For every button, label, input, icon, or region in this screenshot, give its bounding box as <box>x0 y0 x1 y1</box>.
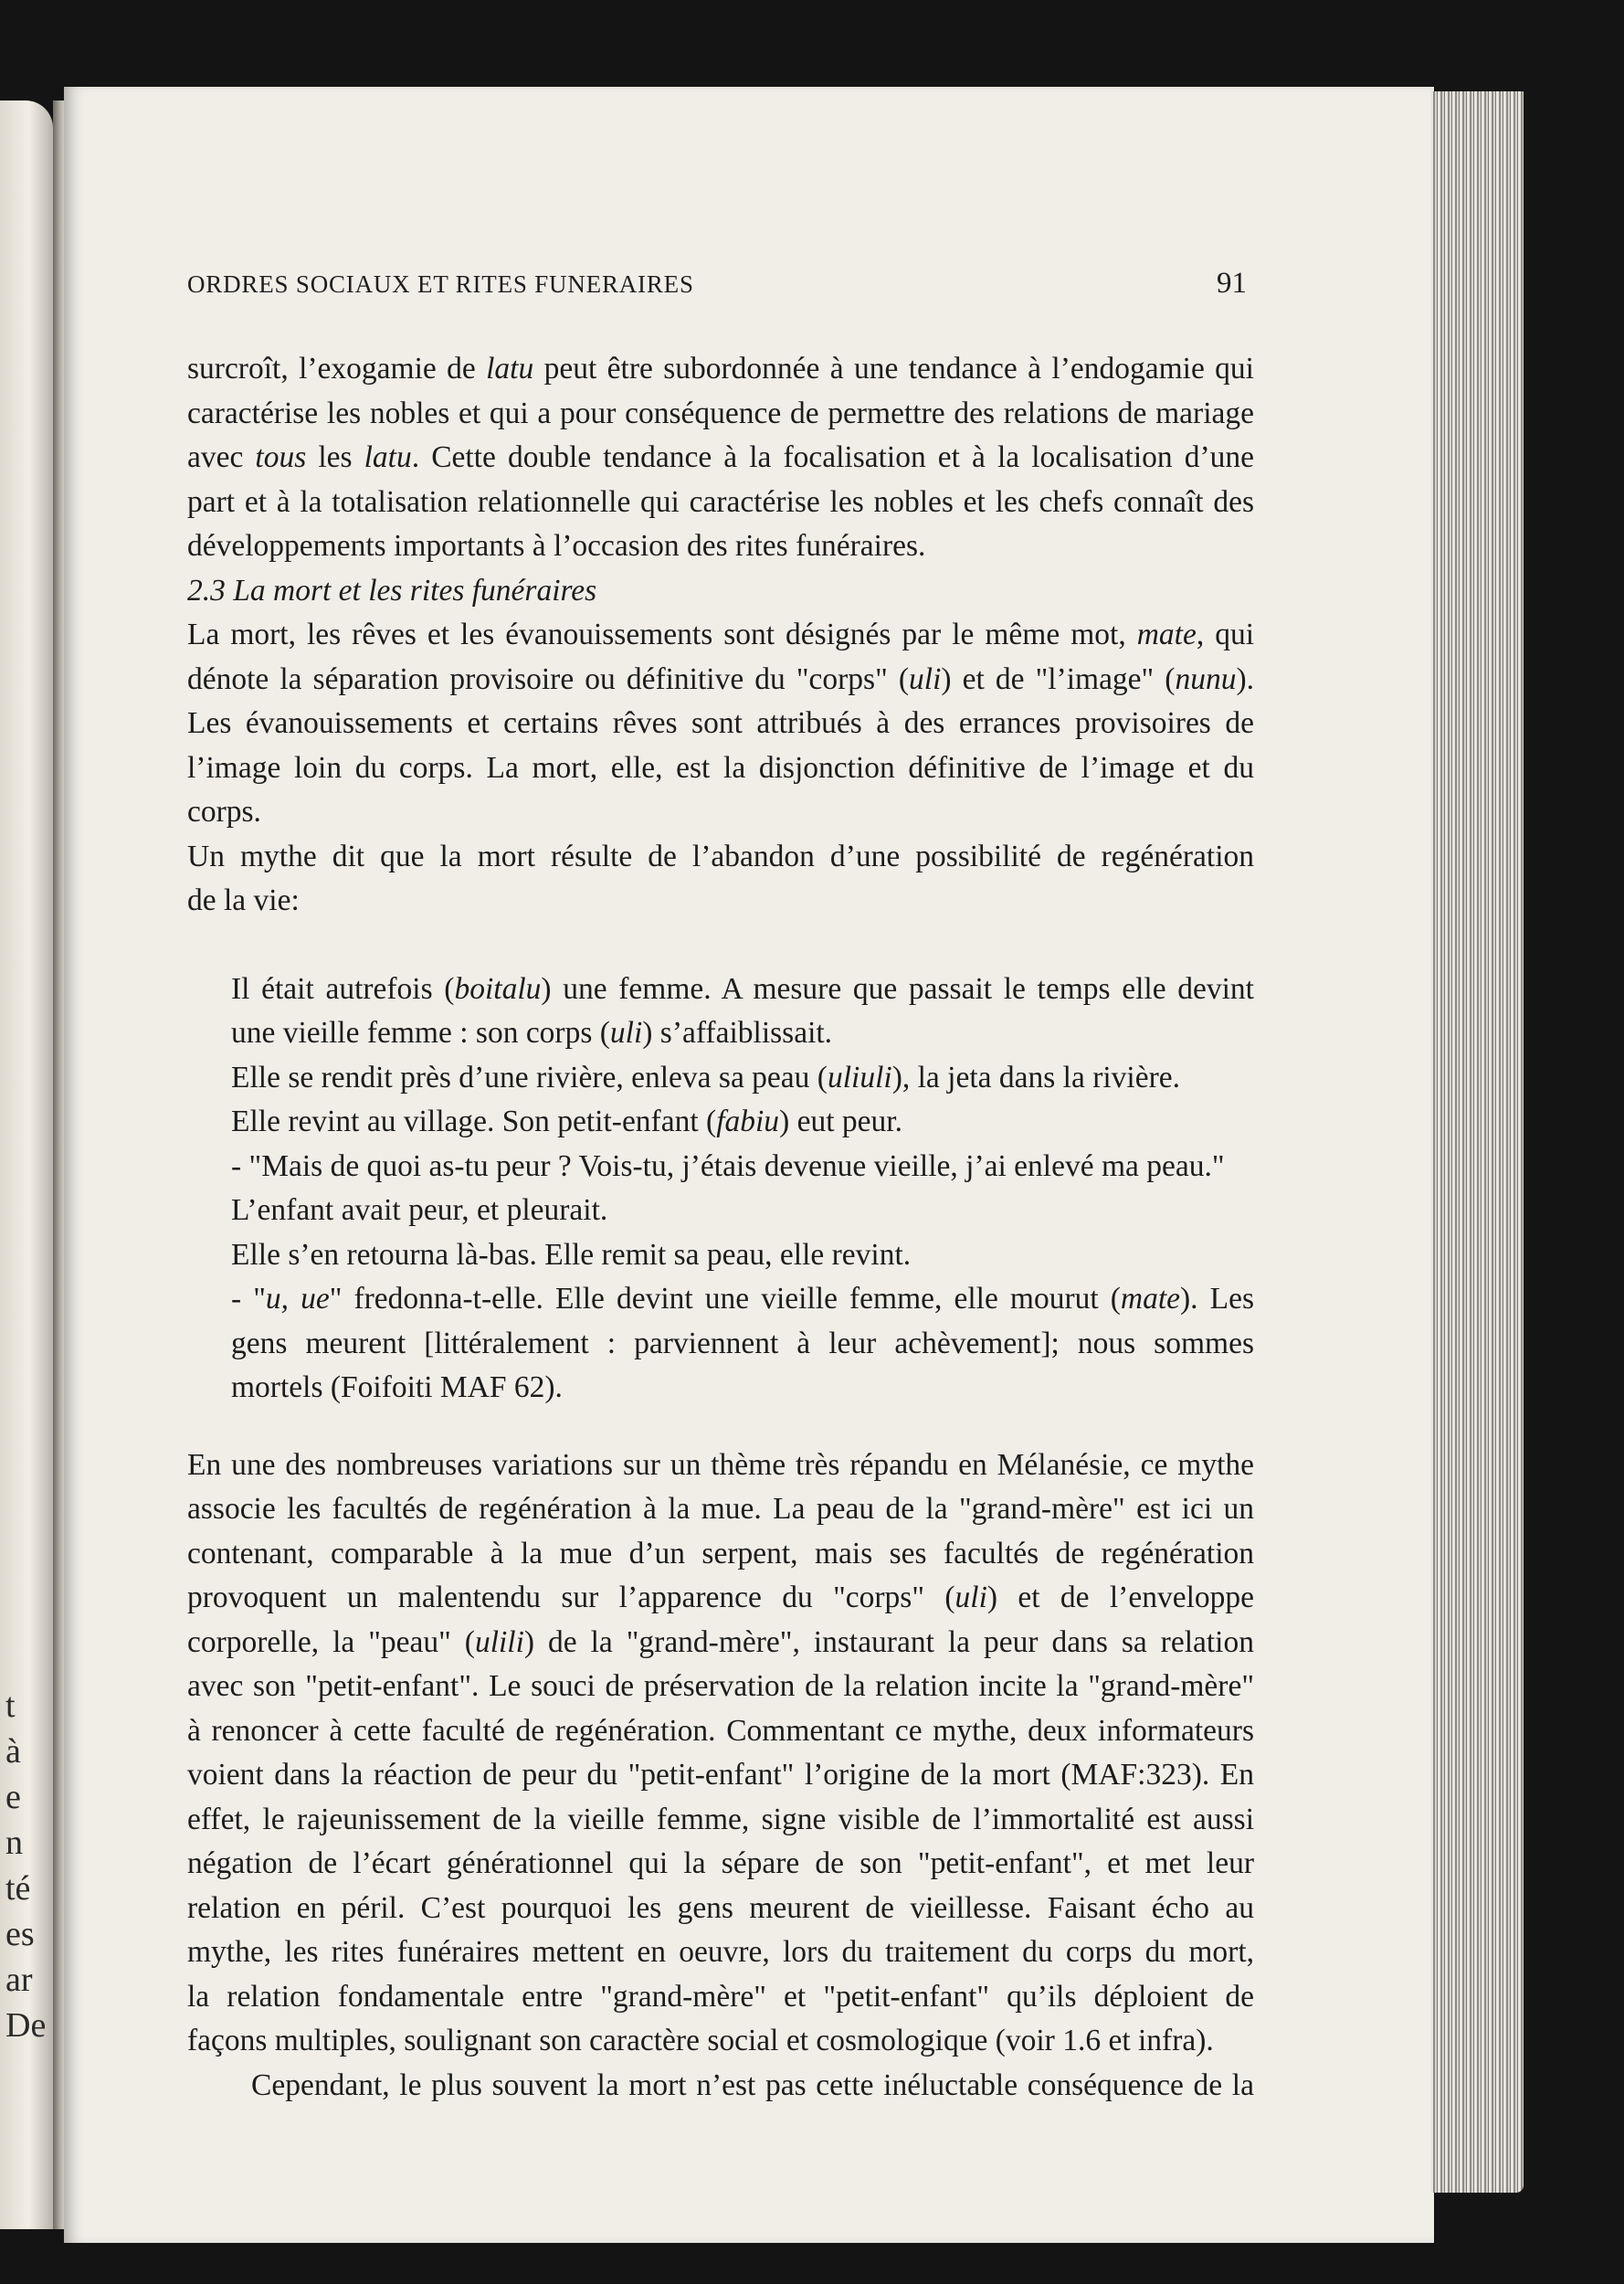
text-line: développements importants à l’occasion des rites funéraires. <box>187 529 926 563</box>
text-line: avec tous les latu. Cette double tendance à la focalisation et à la localisation d’une <box>187 440 1254 474</box>
facing-page-fragment: De <box>5 2006 47 2045</box>
quote-line: une vieille femme : son corps (uli) s’affaiblissait. <box>231 1016 833 1050</box>
quote-line: mortels (Foifoiti MAF 62). <box>231 1370 563 1404</box>
facing-page-fragment: e <box>5 1778 21 1816</box>
text-line: Les évanouissements et certains rêves sont attribués à des errances provisoires de <box>187 706 1254 740</box>
text-line: La mort, les rêves et les évanouissements sont désignés par le même mot, mate, qui <box>187 618 1255 651</box>
text-line: dénote la séparation provisoire ou définitive du "corps" (uli) et de "l’image" (nunu). <box>187 661 1254 696</box>
text-line: l’image loin du corps. La mort, elle, est la disjonction définitive de l’image et du <box>187 750 1254 785</box>
text-line: voient dans la réaction de peur du "petit-enfant" l’origine de la mort (MAF:323). En <box>187 1758 1254 1792</box>
text-line: effet, le rajeunissement de la vieille femme, signe visible de l’immortalité est aussi <box>187 1802 1254 1836</box>
quote-line: - "u, ue" fredonna-t-elle. Elle devint une vieille femme, elle mourut (mate). Les <box>231 1282 1254 1316</box>
text-line: contenant, comparable à la mue d’un serpent, mais ses facultés de regénération <box>187 1536 1254 1570</box>
text-line: négation de l’écart générationnel qui la sépare de son "petit-enfant", et met leur <box>187 1846 1254 1880</box>
running-title: ORDRES SOCIAUX ET RITES FUNERAIRES <box>187 270 694 298</box>
text-line: à renoncer à cette faculté de regénération. Commentant ce mythe, deux informateurs <box>187 1713 1254 1748</box>
text-line: corps. <box>187 795 261 829</box>
facing-page-fragment: es <box>5 1915 35 1953</box>
quote-line: - "Mais de quoi as-tu peur ? Vois-tu, j’étais devenue vieille, j’ai enlevé ma peau." <box>231 1148 1225 1183</box>
text-line: avec son "petit-enfant". Le souci de préservation de la relation incite la "grand-mère" <box>187 1669 1254 1703</box>
section-heading: 2.3 La mort et les rites funéraires <box>187 573 597 608</box>
text-line: En une des nombreuses variations sur un thème très répandu en Mélanésie, ce mythe <box>187 1447 1254 1482</box>
page-number: 91 <box>1217 267 1247 300</box>
quote-line: gens meurent [littéralement : parviennent à leur achèvement]; nous sommes <box>231 1326 1254 1360</box>
quote-line: Elle revint au village. Son petit-enfant (fabiu) eut peur. <box>231 1105 902 1138</box>
text-line: Un mythe dit que la mort résulte de l’abandon d’une possibilité de regénération <box>187 839 1254 873</box>
text-line: la relation fondamentale entre "grand-mère" et "petit-enfant" qu’ils déploient de <box>187 1979 1254 2014</box>
running-header <box>187 267 1247 301</box>
text-line: corporelle, la "peau" (ulili) de la "grand-mère", instaurant la peur dans sa relation <box>187 1624 1254 1659</box>
page-edges <box>1430 91 1524 2193</box>
text-line: provoquent un malentendu sur l’apparence du "corps" (uli) et de l’enveloppe <box>187 1581 1255 1614</box>
paragraph-5 <box>187 2064 1254 2109</box>
body-text <box>187 347 1254 2108</box>
paragraph-2 <box>187 613 1254 835</box>
facing-page-fragment: té <box>5 1869 31 1908</box>
quote-line: Elle se rendit près d’une rivière, enleva sa peau (uliuli), la jeta dans la rivière. <box>231 1060 1181 1094</box>
text-line: associe les facultés de regénération à la mue. La peau de la "grand-mère" est ici un <box>187 1492 1254 1526</box>
paragraph-4 <box>187 1443 1254 2064</box>
quote-line: Il était autrefois (boitalu) une femme. A mesure que passait le temps elle devint <box>231 971 1254 1006</box>
myth-quotation <box>187 968 1254 1411</box>
text-line: relation en péril. C’est pourquoi les gens meurent de vieillesse. Faisant écho au <box>187 1890 1254 1925</box>
text-line: caractérise les nobles et qui a pour conséquence de permettre des relations de mariage <box>187 396 1254 430</box>
facing-page-edge <box>0 100 53 2229</box>
text-line: mythe, les rites funéraires mettent en oeuvre, lors du traitement du corps du mort, <box>187 1935 1254 1969</box>
facing-page-fragment: t <box>5 1687 16 1725</box>
text-line: Cependant, le plus souvent la mort n’est pas cette inéluctable conséquence de la <box>251 2067 1254 2102</box>
text-line: façons multiples, soulignant son caractère social et cosmologique (voir 1.6 et infra). <box>187 2024 1214 2057</box>
text-line: surcroît, l’exogamie de latu peut être subordonnée à une tendance à l’endogamie qui <box>187 352 1254 386</box>
text-line: de la vie: <box>187 883 300 917</box>
facing-page-fragment: à <box>5 1732 21 1771</box>
paragraph-3 <box>187 835 1254 924</box>
quote-line: L’enfant avait peur, et pleurait. <box>231 1193 608 1227</box>
facing-page-fragment: n <box>5 1824 23 1862</box>
text-line: part et à la totalisation relationnelle qui caractérise les nobles et les chefs connaît des <box>187 484 1254 519</box>
quote-line: Elle s’en retourna là-bas. Elle remit sa peau, elle revint. <box>231 1237 912 1272</box>
facing-page-fragment: ar <box>5 1961 33 1999</box>
paragraph-1 <box>187 347 1254 569</box>
